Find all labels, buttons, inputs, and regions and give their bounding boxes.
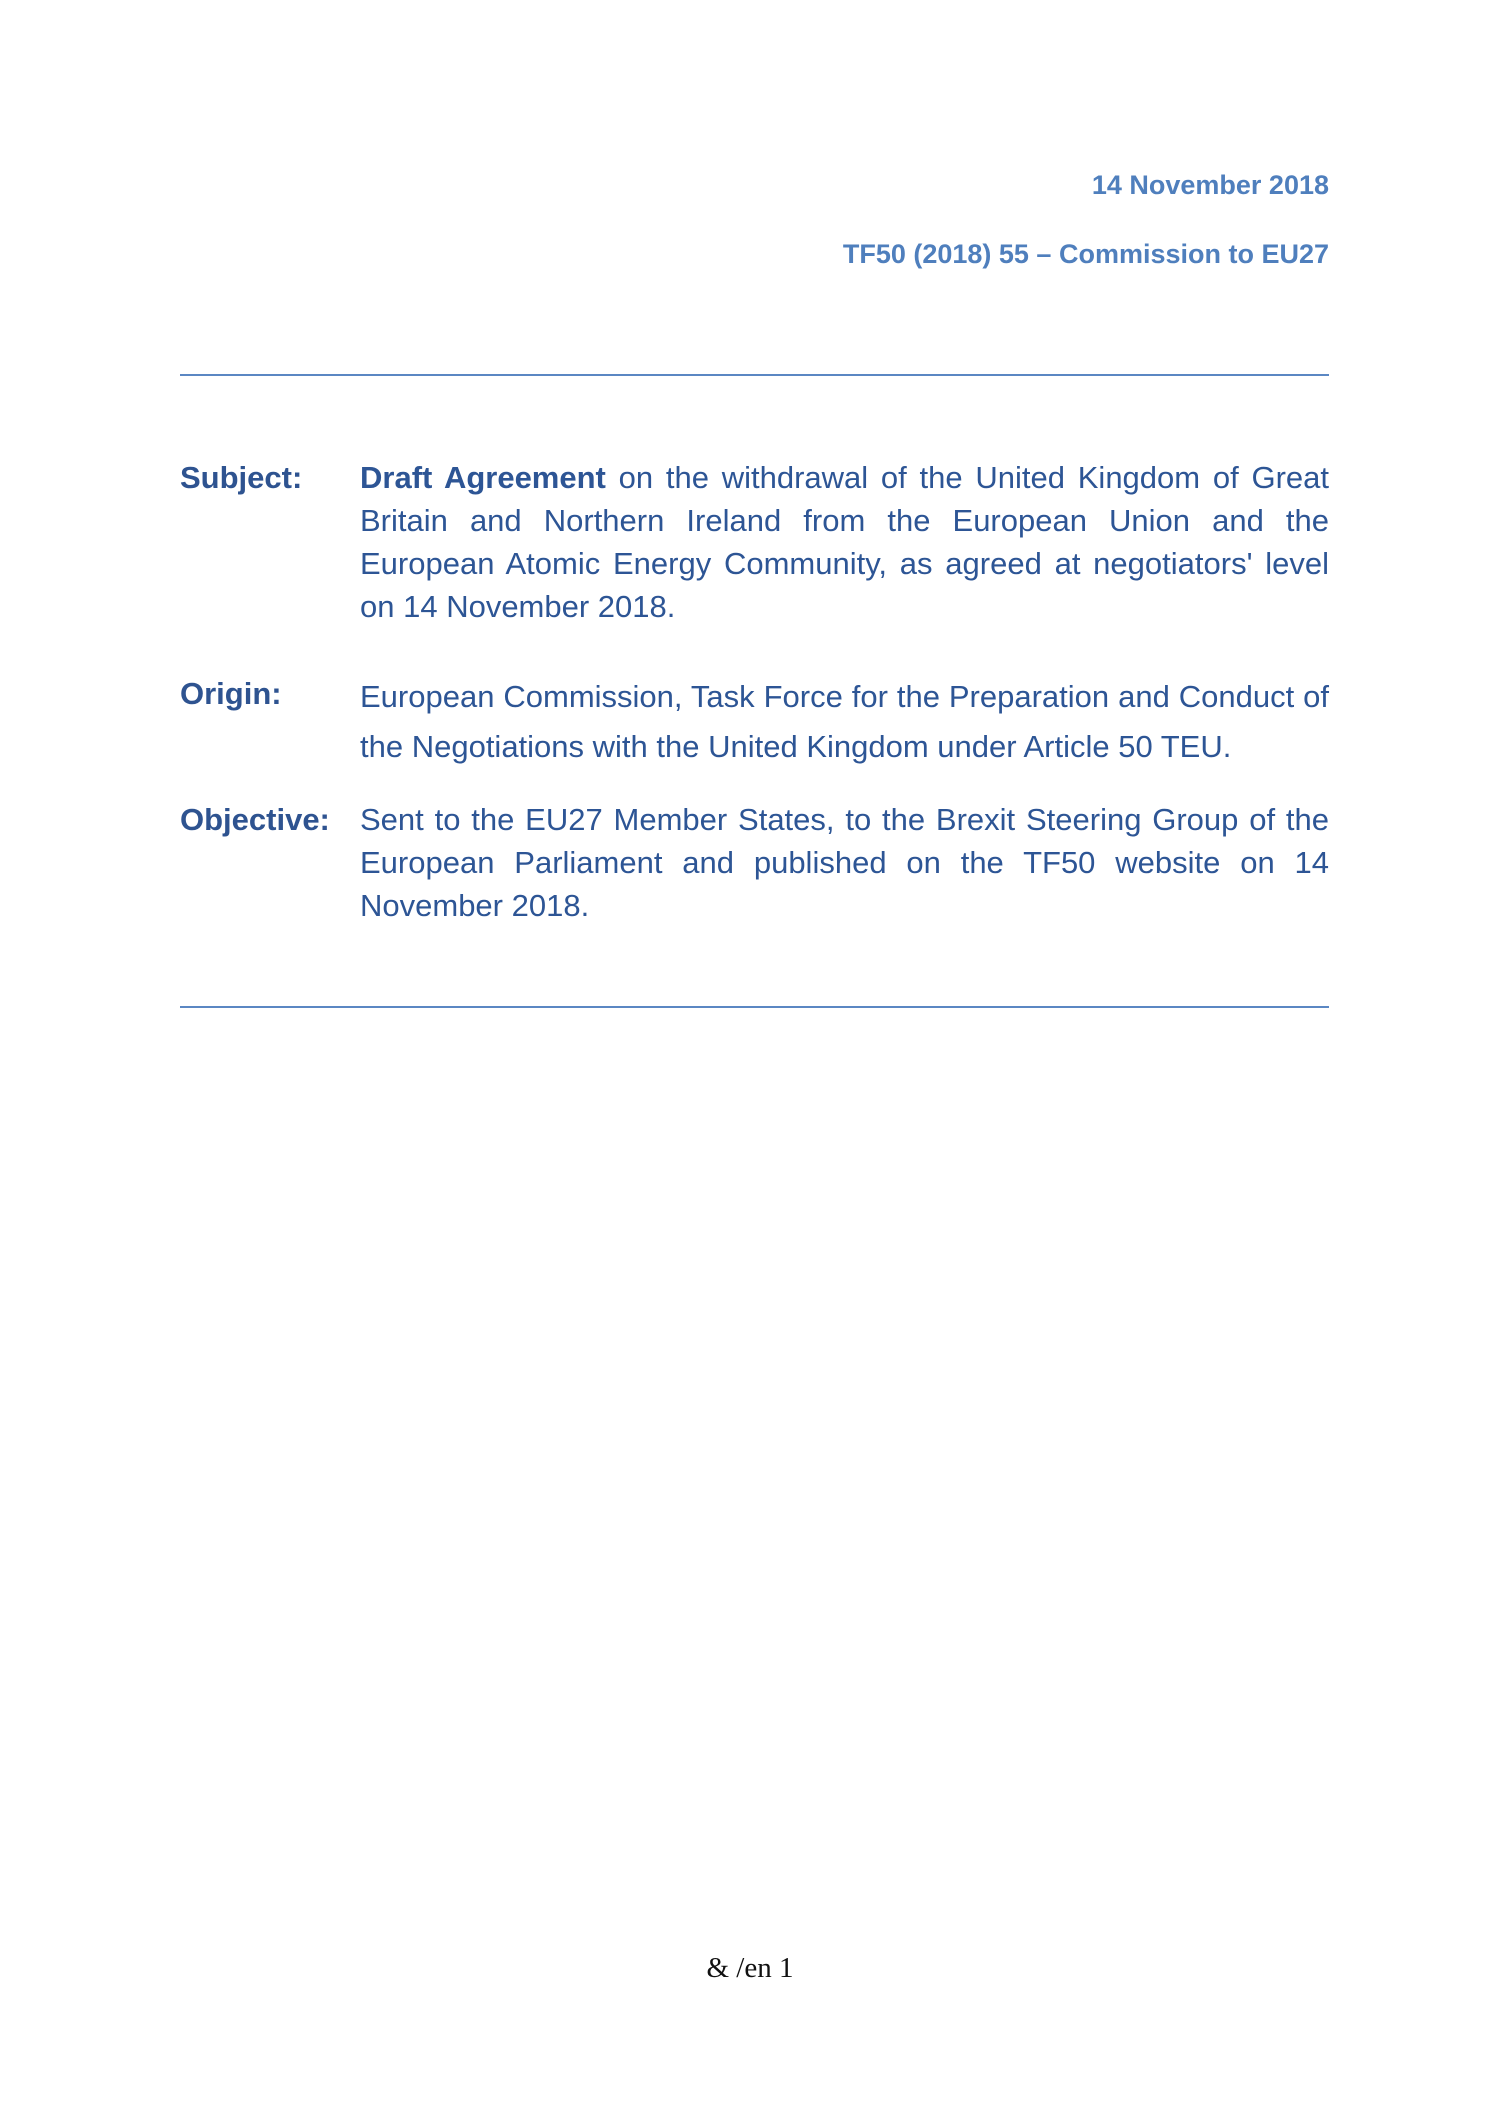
origin-field xyxy=(180,672,1329,772)
top-divider xyxy=(180,374,1329,376)
origin-text: European Commission, Task Force for the Preparation and Conduct of the Negotiations with the United Kingdom under Article 50 TEU. xyxy=(360,679,1329,764)
bottom-divider xyxy=(180,1006,1329,1008)
subject-lead: Draft Agreement xyxy=(360,460,606,495)
objective-label: Objective: xyxy=(180,802,330,837)
subject-field xyxy=(180,456,1329,628)
document-reference: TF50 (2018) 55 – Commission to EU27 xyxy=(842,239,1329,269)
subject-text xyxy=(360,456,1329,628)
page-number: & /en 1 xyxy=(706,1952,794,1984)
objective-text: Sent to the EU27 Member States, to the Brexit Steering Group of the European Parliament and published on the TF50 website on 14 November 2018. xyxy=(360,802,1329,923)
subject-description: on the withdrawal of the United Kingdom of Great Britain and Northern Ireland from the European Union and the European Atomic Energy Community, as agreed at negotiators' level on 14 November 2018. xyxy=(360,460,1329,624)
objective-field xyxy=(180,798,1329,927)
subject-label: Subject: xyxy=(180,460,303,495)
origin-label: Origin: xyxy=(180,676,282,711)
document-date: 14 November 2018 xyxy=(1091,170,1329,200)
